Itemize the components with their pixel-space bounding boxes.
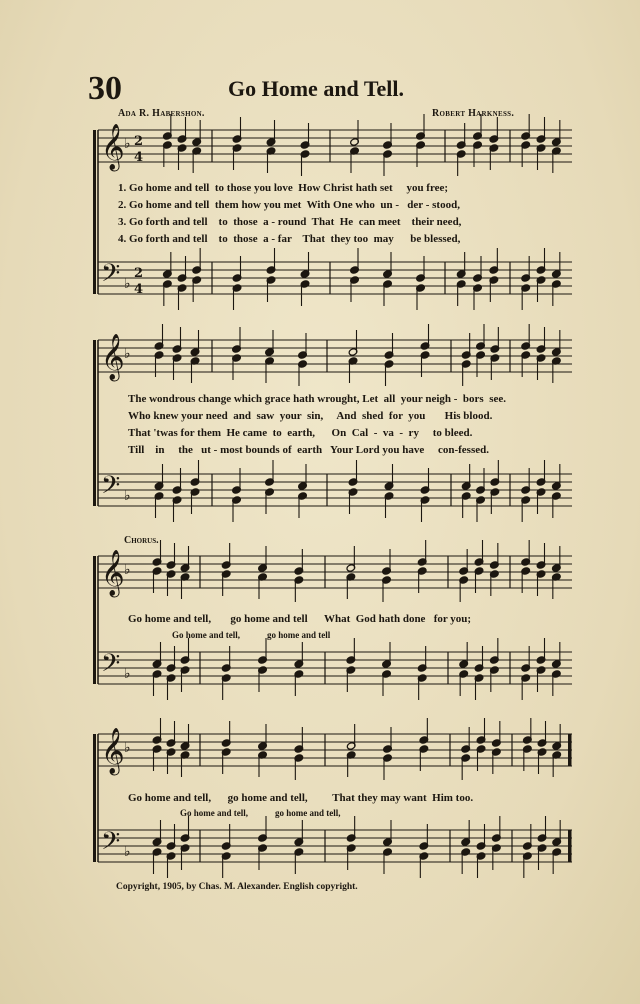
verse-4-line-2: Till in the ut - most bounds of earth Your Lord you have con-fessed.	[128, 444, 489, 456]
flat-icon: ♭	[124, 844, 131, 860]
time-signature: 4	[134, 150, 144, 165]
chorus-line-1: Go home and tell, go home and tell What God hath done for you;	[128, 613, 472, 625]
flat-icon: ♭	[124, 136, 131, 152]
time-signature: 2	[134, 134, 144, 149]
system-1-bass-clef-icon: 𝄢	[101, 259, 121, 294]
flat-icon: ♭	[124, 666, 131, 682]
verse-3-line-2: That 'twas for them He came to earth, On Cal - va - ry to bleed.	[128, 427, 473, 439]
hymn-title: Go Home and Tell.	[228, 76, 405, 101]
flat-icon: ♭	[124, 740, 131, 756]
lyricist-credit: Ada R. Habershon.	[118, 108, 205, 119]
flat-icon: ♭	[124, 276, 131, 292]
verse-4-line-1: 4. Go forth and tell to those a - far That they too may be blessed,	[118, 233, 461, 245]
verse-3-line-1: 3. Go forth and tell to those a - round That He can meet their need,	[118, 216, 462, 228]
final-bar-line	[568, 830, 572, 862]
system-1-treble-clef-icon: 𝄞	[101, 124, 125, 170]
chorus-line-2: Go home and tell, go home and tell, That they may want Him too.	[128, 792, 474, 804]
system-4-bass-clef-icon: 𝄢	[101, 827, 121, 862]
hymn-number: 30	[88, 70, 122, 107]
system-2-treble-clef-icon: 𝄞	[101, 334, 125, 380]
copyright-notice: Copyright, 1905, by Chas. M. Alexander. English copyright.	[116, 882, 358, 892]
system-3-treble-clef-icon: 𝄞	[101, 550, 125, 596]
time-signature: 4	[134, 282, 144, 297]
flat-icon: ♭	[124, 562, 131, 578]
system-3-bracket	[93, 556, 96, 684]
flat-icon: ♭	[124, 346, 131, 362]
system-3-bass-clef-icon: 𝄢	[101, 649, 121, 684]
composer-credit: Robert Harkness.	[432, 108, 515, 119]
time-signature: 2	[134, 266, 144, 281]
chorus-line-2-bass: Go home and tell, go home and tell,	[180, 808, 341, 818]
chorus-label: Chorus.	[124, 535, 159, 546]
system-1-bracket	[93, 130, 96, 294]
system-2-bass-clef-icon: 𝄢	[101, 471, 121, 506]
verse-1-line-2: The wondrous change which grace hath wrought, Let all your neigh - bors see.	[128, 393, 506, 405]
verse-2-line-2: Who knew your need and saw your sin, And shed for you His blood.	[128, 410, 493, 422]
flat-icon: ♭	[124, 488, 131, 504]
chorus-line-1-bass: Go home and tell, go home and tell	[172, 630, 331, 640]
verse-2-line-1: 2. Go home and tell them how you met With One who un - der - stood,	[118, 199, 460, 211]
system-4-bracket	[93, 734, 96, 862]
system-4-treble-clef-icon: 𝄞	[101, 728, 125, 774]
final-bar-line	[568, 734, 572, 766]
verse-1-line-1: 1. Go home and tell to those you love How Christ hath set you free;	[118, 182, 449, 194]
system-2-bracket	[93, 340, 96, 506]
